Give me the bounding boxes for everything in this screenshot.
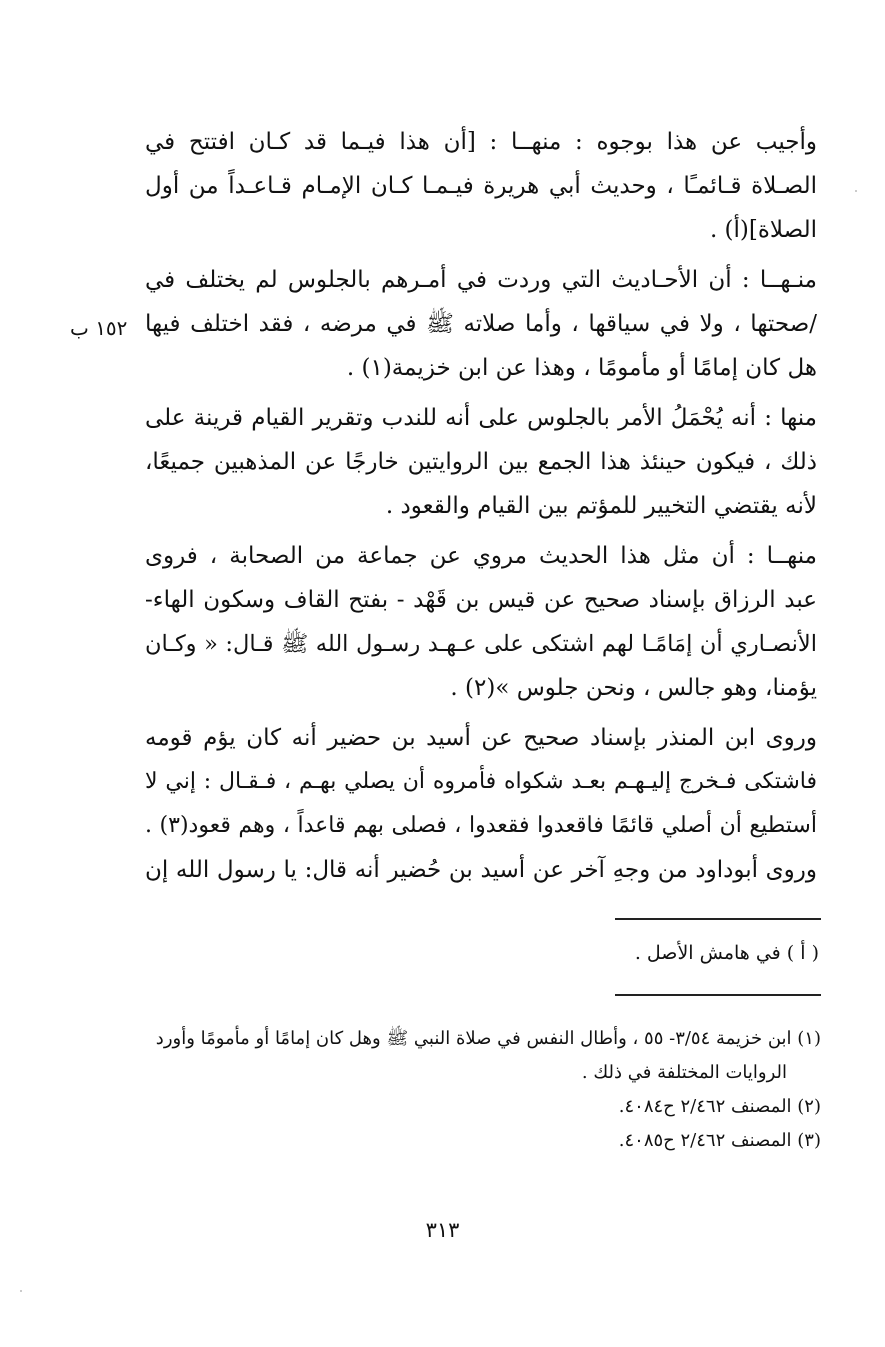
text-line: عبد الرزاق بإسناد صحيح عن قيس بن قَهْد - بفتح القاف وسكون الهاء- (145, 587, 817, 613)
footnote-1: (١) ابن خزيمة ٣/٥٤- ٥٥ ، وأطال النفس في صلاة النبي ﷺ وهل كان إمامًا أو مأمومًا وأورد (155, 1028, 821, 1049)
text-line: فاشتكى فـخرج إليـهـم بعـد شكواه فأمروه أن يصلي بهـم ، فـقـال : إني لا (145, 769, 817, 794)
text-line: الصلاة](أ) . (709, 217, 817, 243)
text-line: وروى أبوداود من وجهِ آخر عن أسيد بن حُضير أنه قال: يا رسول الله إن (145, 857, 817, 883)
text-line: الصـلاة قـائمـًا ، وحديث أبي هريرة فيـمـا كـان الإمـام قـاعـداً من أول (145, 173, 817, 199)
text-line: يؤمنا، وهو جالس ، ونحن جلوس »(٢) . (450, 675, 817, 701)
text-line: منهــا : أن مثل هذا الحديث مروي عن جماعة من الصحابة ، فروى (145, 543, 817, 569)
manuscript-folio-marker: ١٥٢ ب (70, 316, 128, 340)
footnote-1-continued: الروايات المختلفة في ذلك . (581, 1062, 787, 1083)
footnotes (141, 1022, 821, 1158)
text-line: وأجيب عن هذا بوجوه : منهــا : [أن هذا فيـما قد كـان افتتح في (145, 129, 817, 155)
text-line: أستطيع أن أصلي قائمًا فاقعدوا فقعدوا ، فصلى بهم قاعداً ، وهم قعود(٣) . (145, 813, 817, 838)
text-line: هل كان إمامًا أو مأمومًا ، وهذا عن ابن خزيمة(١) . (346, 355, 817, 381)
text-line: منها : أنه يُحْمَلُ الأمر بالجلوس على أنه للندب وتقرير القيام قرينة على (145, 405, 817, 431)
text-line: منـهــا : أن الأحـاديث التي وردت في أمـرهم بالجلوس لم يختلف في (145, 267, 817, 293)
text-line: وروى ابن المنذر بإسناد صحيح عن أسيد بن حضير أنه كان يؤم قومه (145, 725, 817, 751)
scan-speck (20, 1290, 22, 1292)
text-line: /صحتها ، ولا في سياقها ، وأما صلاته ﷺ في مرضه ، فقد اختلف فيها (145, 311, 817, 337)
text-line: ذلك ، فيكون حينئذ هذا الجمع بين الروايتين خارجًا عن المذهبين جميعًا، (145, 449, 817, 475)
footnote-3: (٣) المصنف ٢/٤٦٢ ح٤٠٨٥. (618, 1130, 821, 1151)
page-number: ٣١٣ (425, 1218, 460, 1242)
scan-speck (855, 190, 857, 192)
footnote-alpha: ( أ ) في هامش الأصل . (634, 942, 819, 964)
text-line: لأنه يقتضي التخيير للمؤتم بين القيام والقعود . (385, 493, 817, 519)
text-line: الأنصـاري أن إمَامًـا لهم اشتكى على عـهـد رسـول الله ﷺ قـال: « وكـان (145, 631, 817, 657)
footnote-separator-top (615, 918, 821, 920)
footnote-separator-bottom (615, 994, 821, 996)
main-text (145, 120, 817, 892)
footnote-2: (٢) المصنف ٢/٤٦٢ ح٤٠٨٤. (618, 1096, 821, 1117)
